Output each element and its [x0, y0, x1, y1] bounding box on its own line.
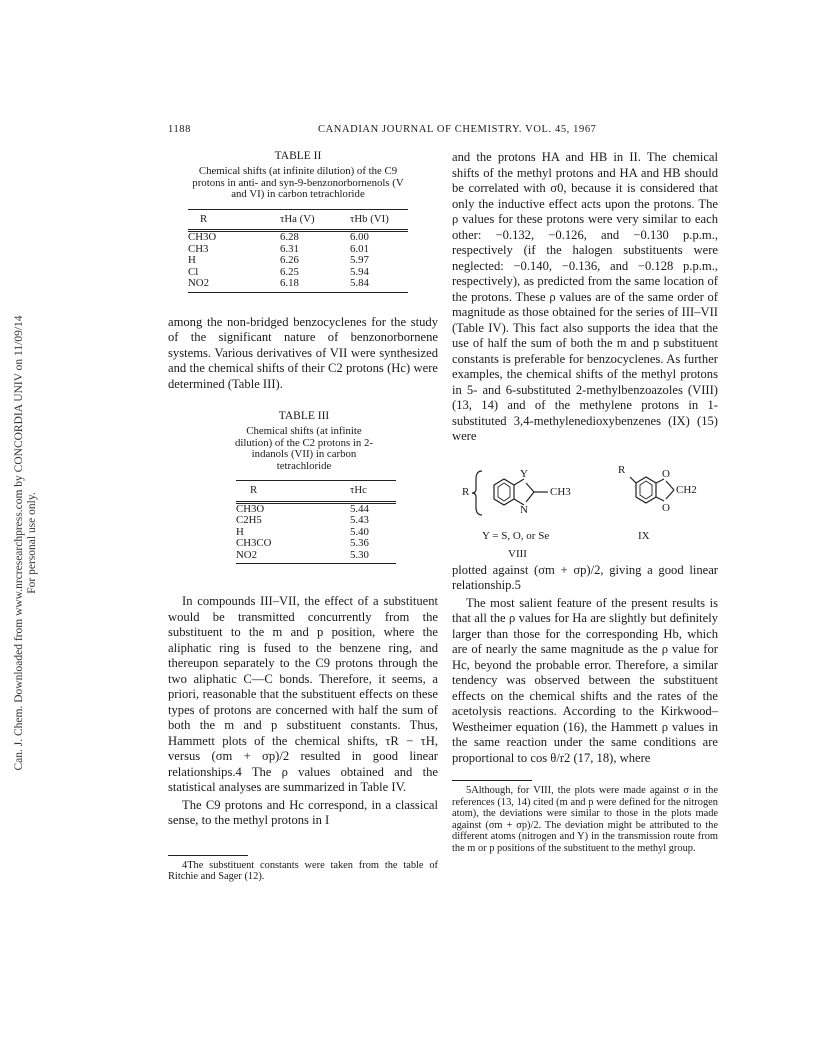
table-row	[188, 278, 408, 292]
ix-o1-label: O	[662, 467, 670, 480]
left-paragraph-3: The C9 protons and Hc correspond, in a classical sense, to the methyl protons in I	[168, 797, 438, 827]
table-2	[178, 150, 418, 293]
table-cell: 6.01	[350, 242, 369, 255]
table-cell: 5.43	[350, 514, 369, 526]
ix-ch2-label: CH2	[676, 483, 697, 496]
right-paragraph-3: The most salient feature of the present results is that all the ρ values for Ha are slightly but definitely larger than those for the corresponding Hb, which are of nearly the same magnitude as the ρ value for Hc, beyond the probable error. Therefore, a similar tendency was observed between the substituent effects on the chemical shifts and the rates of the acetolysis reactions. According to the Kirkwood–Westheimer equation (16), the Hammett ρ values in the same reaction under the same conditions are proportional to cos θ/r2 (17, 18), where	[452, 595, 718, 765]
footnote-rule	[168, 855, 248, 856]
table-cell: 5.30	[350, 550, 396, 564]
footnote-5: 5Although, for VIII, the plots were made against σ in the references (13, 14) cited (m and p were defined for the nitrogen atom), the deviations were similar to those in the plots made against (σm + σp)/2. The deviation might be attributed to the different atoms (nitrogen and Y) in the transmission route from the m or p positions of the substituent to the methyl group.	[452, 785, 718, 854]
table-3-header-r: R	[236, 481, 350, 503]
table-2-title: TABLE II	[274, 150, 322, 162]
table-cell: 6.28	[280, 231, 299, 243]
left-column	[168, 150, 438, 883]
journal-running-head: CANADIAN JOURNAL OF CHEMISTRY. VOL. 45, 1967	[318, 124, 597, 135]
table-cell: 6.31	[280, 242, 299, 255]
left-paragraph-1: among the non-bridged benzocyclenes for the study of the significant nature of benzonorbornene systems. Various derivatives of VII were synthesized and the chemical shifts of their C2 protons (Hc) were determined (Table III).	[168, 314, 438, 391]
table-2-header-v: τHa (V)	[280, 209, 350, 231]
right-column	[452, 150, 718, 854]
viii-substituent-note: Y = S, O, or Se	[482, 529, 550, 542]
footnote-rule	[452, 780, 532, 781]
table-row	[236, 550, 396, 564]
viii-n-label: N	[520, 503, 528, 516]
table-row	[188, 231, 408, 244]
table-row	[236, 515, 396, 527]
table-cell: 5.36	[350, 537, 369, 549]
table-row	[236, 538, 396, 550]
table-3-grid	[236, 480, 396, 564]
table-cell: 5.94	[350, 265, 369, 278]
right-footnote-block	[452, 780, 718, 854]
table-2-grid	[188, 209, 408, 293]
table-2-header-r: R	[188, 209, 280, 231]
left-paragraph-2: In compounds III–VII, the effect of a substituent would be transmitted concurrently from the substituent to the m and p position, where the aliphatic ring is fused to the benzene ring, and thereupon separately to the C9 protons through the two aliphatic C—C bonds. Therefore, it seems, a priori, reasonable that the substituent effects on these types of protons are concerned with half the sum of both the m and p substituent constants. Thus, Hammett plots of the chemical shifts, τR − τH, versus (σm + σp)/2 resulted in good linear relationships.4 The ρ values obtained and the statistical analyses are summarized in Table IV.	[168, 594, 438, 794]
table-2-caption: Chemical shifts (at infinite dilution) of the C9 protons in anti- and syn-9-benzonorbornenols (V and VI) in carbon tetrachloride	[192, 165, 404, 200]
left-footnote-block	[168, 855, 438, 883]
ix-r-label: R	[618, 463, 626, 476]
table-cell: 5.84	[350, 278, 408, 292]
table-cell: CH3O	[188, 231, 217, 243]
viii-compound-label: VIII	[508, 547, 527, 560]
table-cell: CH3CO	[236, 537, 272, 549]
right-paragraph-1: and the protons HA and HB in II. The chemical shifts of the methyl protons and HA and HB should be correlated with σ0, because it is considered that only the inductive effect acts upon the protons. The ρ values for these protons were very similar to each other: −0.132, −0.126, and −0.130 p.p.m., respectively (if the halogen substituents were neglected: −0.140, −0.136, and −0.128 p.p.m., respectively), as predicted from the same location of the protons. These ρ values are of the same order of magnitude as those obtained for the series of III–VII (Table IV). This fact also supports the idea that the use of half the sum of both the m and p substituent constants is preferable for benzocyclenes. As further examples, the chemical shifts of the methyl protons in 5- and 6-substituted 2-methylbenzoazoles (VIII) (13, 14) and of the methylene protons in 1-substituted 3,4-methylenedioxybenzenes (IX) (15) were	[452, 150, 718, 443]
page-number: 1188	[168, 124, 192, 135]
table-cell: CH3O	[236, 502, 265, 515]
ix-o2-label: O	[662, 501, 670, 514]
watermark-line-2: For personal use only.	[26, 492, 38, 594]
table-cell: 5.97	[350, 254, 369, 266]
table-cell: C2H5	[236, 514, 262, 526]
table-cell: Cl	[188, 265, 199, 278]
viii-y-label: Y	[520, 467, 528, 480]
watermark-line-1: Can. J. Chem. Downloaded from www.nrcresearchpress.com by CONCORDIA UNIV on 11/09/14	[13, 315, 25, 771]
table-2-header-vi: τHb (VI)	[350, 209, 408, 231]
table-cell: 6.26	[280, 254, 299, 266]
viii-r-label: R	[462, 485, 470, 498]
right-paragraph-2: plotted against (σm + σp)/2, giving a good linear relationship.5	[452, 562, 718, 592]
chemical-structures	[452, 445, 718, 563]
table-3-caption: Chemical shifts (at infinite dilution) of the C2 protons in 2-indanols (VII) in carbon tetrachloride	[235, 425, 373, 472]
footnote-4: 4The substituent constants were taken from the table of Ritchie and Sager (12).	[168, 859, 438, 882]
table-cell: NO2	[236, 550, 350, 564]
table-cell: 6.00	[350, 231, 369, 243]
table-cell: 6.18	[280, 278, 350, 292]
table-3-header-hc: τHc	[350, 481, 396, 503]
table-cell: 5.40	[350, 525, 369, 538]
table-cell: H	[236, 525, 244, 538]
table-3-title: TABLE III	[278, 410, 330, 422]
download-watermark	[6, 200, 42, 900]
table-cell: CH3	[188, 242, 209, 255]
table-cell: NO2	[188, 278, 280, 292]
ix-compound-label: IX	[638, 529, 650, 542]
table-3	[224, 410, 384, 564]
viii-ch3-label: CH3	[550, 485, 571, 498]
table-cell: 5.44	[350, 502, 369, 515]
table-cell: 6.25	[280, 265, 299, 278]
structure-viii-drawing	[452, 445, 718, 563]
table-cell: H	[188, 254, 196, 266]
table-row	[188, 255, 408, 267]
